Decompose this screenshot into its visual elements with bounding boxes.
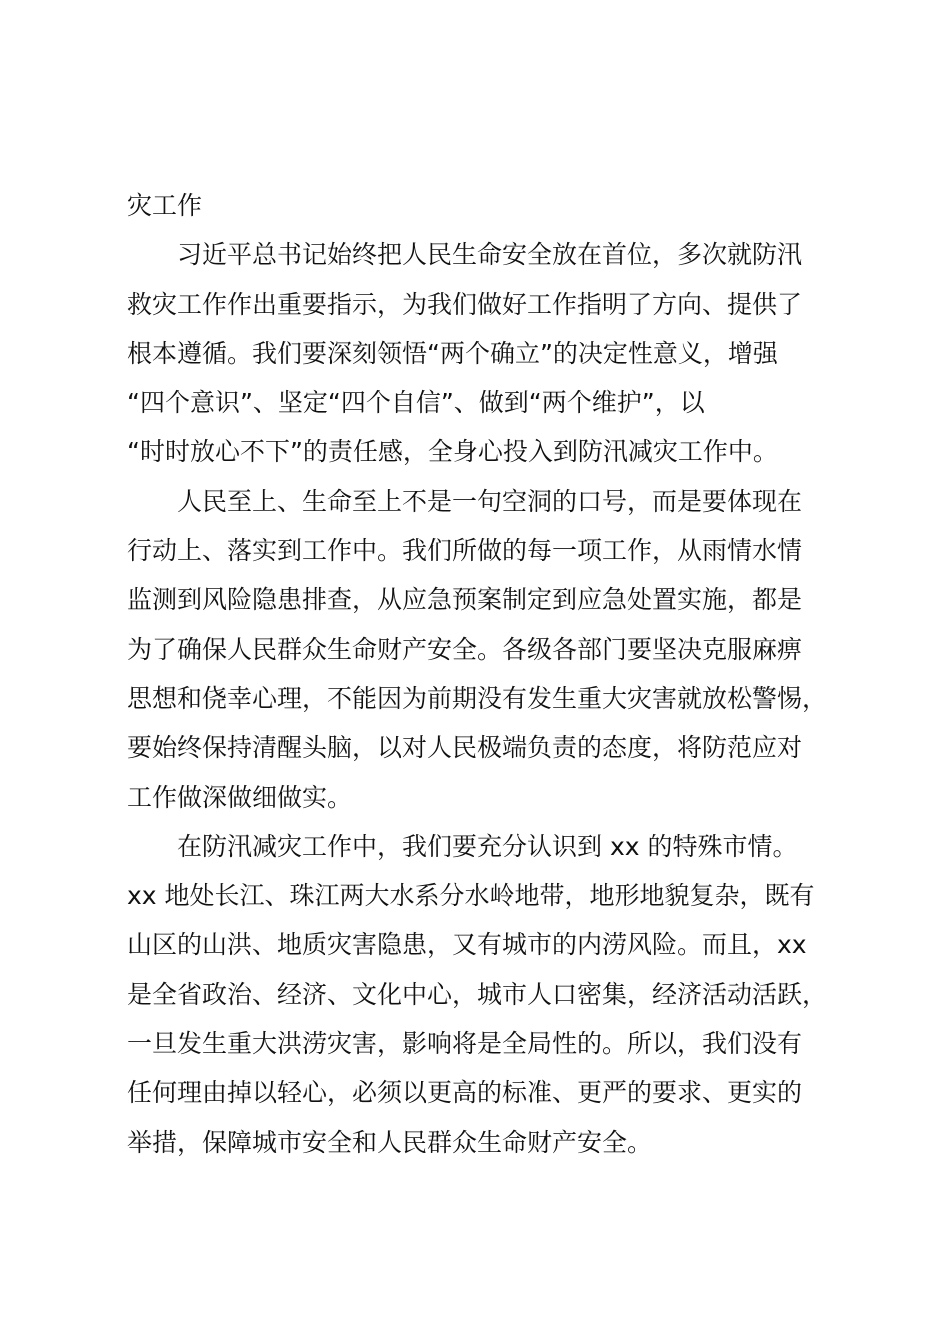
text-line: 行动上、落实到工作中。我们所做的每一项工作，从雨情水情 — [127, 536, 803, 566]
text-line: 工作做深做细做实。 — [127, 782, 353, 812]
text-line: xx 地处长江、珠江两大水系分水岭地带，地形地貌复杂，既有 — [127, 881, 815, 911]
text-line: 救灾工作作出重要指示，为我们做好工作指明了方向、提供了 — [127, 289, 803, 319]
text-line: 任何理由掉以轻心，必须以更高的标准、更严的要求、更实的 — [127, 1078, 803, 1108]
text-line: 要始终保持清醒头脑，以对人民极端负责的态度，将防范应对 — [127, 733, 803, 763]
text-line: 习近平总书记始终把人民生命安全放在首位，多次就防汛 — [127, 240, 803, 270]
body-text — [127, 181, 847, 1167]
text-line: “时时放心不下”的责任感，全身心投入到防汛减灾工作中。 — [127, 437, 778, 467]
text-line: 在防汛减灾工作中，我们要充分认识到 xx 的特殊市情。 — [127, 831, 798, 861]
text-line: 根本遵循。我们要深刻领悟“两个确立”的决定性意义，增强 — [127, 338, 778, 368]
text-line: “四个意识”、坚定“四个自信”、做到“两个维护”，以 — [127, 388, 705, 418]
text-line: 灾工作 — [127, 191, 203, 220]
text-line: 人民至上、生命至上不是一句空洞的口号，而是要体现在 — [127, 486, 803, 516]
text-line: 山区的山洪、地质灾害隐患，又有城市的内涝风险。而且，xx — [127, 930, 807, 960]
text-line: 一旦发生重大洪涝灾害，影响将是全局性的。所以，我们没有 — [127, 1029, 803, 1059]
text-line: 举措，保障城市安全和人民群众生命财产安全。 — [127, 1127, 653, 1157]
text-line: 思想和侥幸心理，不能因为前期没有发生重大灾害就放松警惕， — [127, 683, 828, 713]
text-line: 是全省政治、经济、文化中心，城市人口密集，经济活动活跃， — [127, 979, 828, 1009]
text-line: 为了确保人民群众生命财产安全。各级各部门要坚决克服麻痹 — [127, 634, 803, 664]
text-line: 监测到风险隐患排查，从应急预案制定到应急处置实施，都是 — [127, 585, 803, 615]
